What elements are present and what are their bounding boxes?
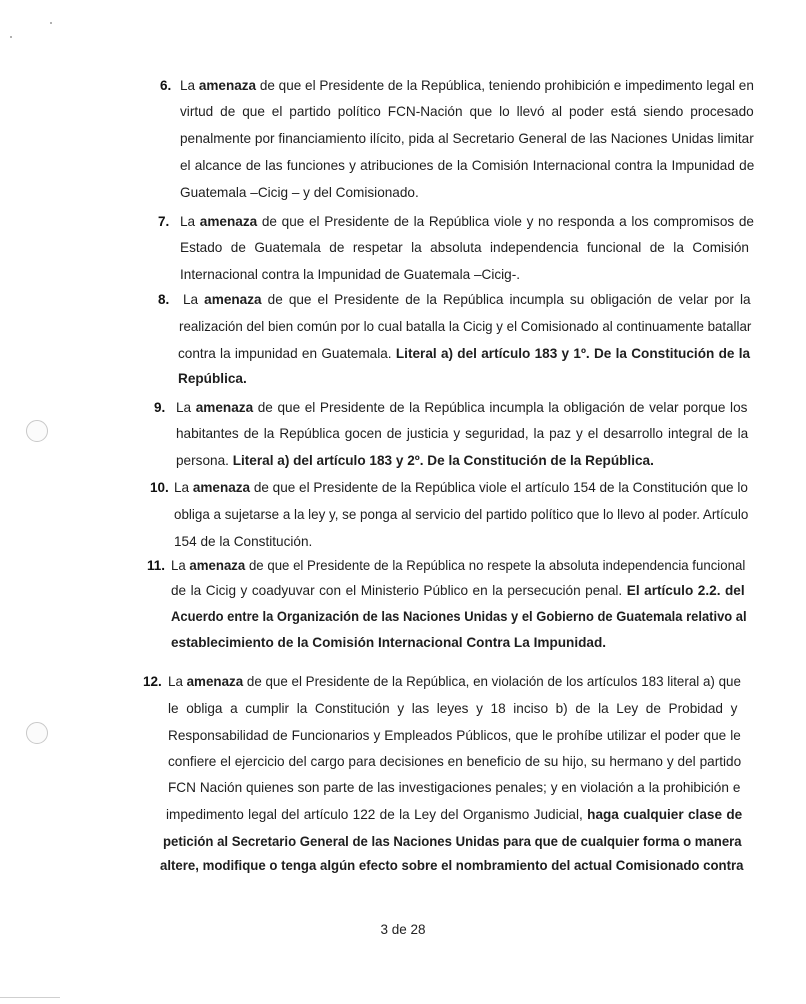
bold-text: amenaza [186, 674, 244, 689]
text-span: confiere el ejercicio del cargo para decisiones en beneficio de su hijo, su hermano y del partido [168, 754, 742, 769]
bold-text: Acuerdo entre la Organización de las Naciones Unidas y el Gobierno de Guatemala relativo al [171, 609, 747, 624]
text-line [168, 672, 741, 692]
punch-hole [26, 722, 48, 744]
text-span: habitantes de la República gocen de justicia y seguridad, la paz y el desarrollo integral de la [176, 426, 749, 441]
text-line [163, 832, 742, 852]
text-line [179, 317, 751, 337]
text-line [180, 102, 754, 122]
text-line [166, 805, 742, 825]
text-span: Estado de Guatemala de respetar la absoluta independencia funcional de la Comisión [180, 240, 749, 255]
item-number: 11. [147, 558, 166, 573]
bold-text: amenaza [192, 480, 251, 495]
text-span: La [176, 400, 196, 415]
text-line [176, 424, 748, 444]
text-line [174, 478, 748, 498]
bold-text: Literal a) del artículo 183 y 1º. De la Constitución de la [395, 346, 751, 361]
text-line [178, 344, 750, 364]
text-line [168, 752, 741, 772]
text-line [174, 532, 312, 552]
punch-hole [26, 420, 48, 442]
text-span: virtud de que el partido político FCN-Nación que lo llevó al poder está siendo procesado [180, 104, 754, 119]
text-line [180, 265, 520, 285]
text-span: de que el Presidente de la República, en violación de los artículos 183 literal a) que [243, 674, 741, 689]
text-span: de que el Presidente de la República incumpla la obligación de velar porque los [253, 400, 748, 415]
text-span: impedimento legal del artículo 122 de la Ley del Organismo Judicial, [166, 807, 588, 822]
text-line [183, 290, 751, 310]
text-span: La [168, 674, 187, 689]
text-span: Guatemala –Cicig – y del Comisionado. [180, 185, 419, 200]
bold-text: El artículo 2.2. del [626, 583, 745, 598]
text-line [180, 238, 749, 258]
text-span: 154 de la Constitución. [174, 534, 313, 549]
bold-text: haga cualquier clase de [587, 807, 743, 822]
text-line [168, 699, 737, 719]
bold-text: amenaza [198, 78, 257, 93]
text-line [180, 76, 754, 96]
bold-text: petición al Secretario General de las Naciones Unidas para que de cualquier forma o manera [163, 834, 742, 849]
page-number: 3 de 28 [380, 922, 426, 937]
scan-speck [10, 36, 12, 38]
text-span: obliga a sujetarse a la ley y, se ponga al servicio del partido político que lo llevo al poder. Artículo [174, 507, 749, 522]
bold-text: amenaza [199, 214, 258, 229]
text-span: penalmente por financiamiento ilícito, pida al Secretario General de las Naciones Unidas limitar [180, 131, 754, 146]
text-span: le obliga a cumplir la Constitución y las leyes y 18 inciso b) de la Ley de Probidad y [168, 701, 738, 716]
scan-edge [0, 997, 60, 998]
text-span: de que el Presidente de la República viole el artículo 154 de la Constitución que lo [250, 480, 748, 495]
bold-text: República. [178, 371, 247, 386]
text-line [171, 607, 747, 627]
text-span: realización del bien común por lo cual batalla la Cicig y el Comisionado al continuamente batallar [179, 319, 752, 334]
text-line [171, 556, 745, 576]
bold-text: amenaza [204, 292, 262, 307]
text-line [176, 451, 654, 471]
text-line [168, 778, 740, 798]
text-line [180, 212, 754, 232]
text-span: contra la impunidad en Guatemala. [178, 346, 396, 361]
text-line [176, 398, 747, 418]
text-span: Internacional contra la Impunidad de Guatemala –Cicig-. [180, 267, 521, 282]
text-line [168, 726, 741, 746]
bold-text: amenaza [189, 558, 246, 573]
text-span: de que el Presidente de la República, teniendo prohibición e impedimento legal en [256, 78, 754, 93]
item-number: 8. [158, 292, 170, 307]
item-number: 9. [154, 400, 166, 415]
text-line [160, 856, 744, 876]
text-span: La [183, 292, 205, 307]
text-line [180, 129, 754, 149]
item-number: 12. [143, 674, 162, 689]
text-span: La [174, 480, 193, 495]
bold-text: amenaza [195, 400, 254, 415]
bold-text: Literal a) del artículo 183 y 2º. De la Constitución de la República. [232, 453, 654, 468]
text-line [180, 183, 419, 203]
text-span: FCN Nación quienes son parte de las investigaciones penales; y en violación a la prohibición e [168, 780, 741, 795]
item-number: 10. [150, 480, 169, 495]
text-span: de que el Presidente de la República viole y no responda a los compromisos de [257, 214, 754, 229]
text-span: Responsabilidad de Funcionarios y Empleados Públicos, que le prohíbe utilizar el poder que le [168, 728, 741, 743]
scan-speck [50, 22, 52, 24]
text-span: el alcance de las funciones y atribuciones de la Comisión Internacional contra la Impunidad de [180, 158, 755, 173]
text-span: La [171, 558, 190, 573]
text-span: persona. [176, 453, 233, 468]
text-span: La [180, 78, 199, 93]
text-line [171, 633, 606, 653]
text-span: de que el Presidente de la República incumpla su obligación de velar por la [261, 292, 751, 307]
text-span: La [180, 214, 200, 229]
text-span: de la Cicig y coadyuvar con el Ministerio Público en la persecución penal. [171, 583, 627, 598]
text-line [178, 369, 247, 389]
text-span: de que el Presidente de la República no respete la absoluta independencia funcional [245, 558, 746, 573]
text-line [180, 156, 754, 176]
text-line [171, 581, 745, 601]
bold-text: altere, modifique o tenga algún efecto sobre el nombramiento del actual Comisionado contra [160, 858, 744, 873]
item-number: 7. [158, 214, 170, 229]
text-line [174, 505, 748, 525]
item-number: 6. [160, 78, 172, 93]
bold-text: establecimiento de la Comisión Internacional Contra La Impunidad. [171, 635, 607, 650]
